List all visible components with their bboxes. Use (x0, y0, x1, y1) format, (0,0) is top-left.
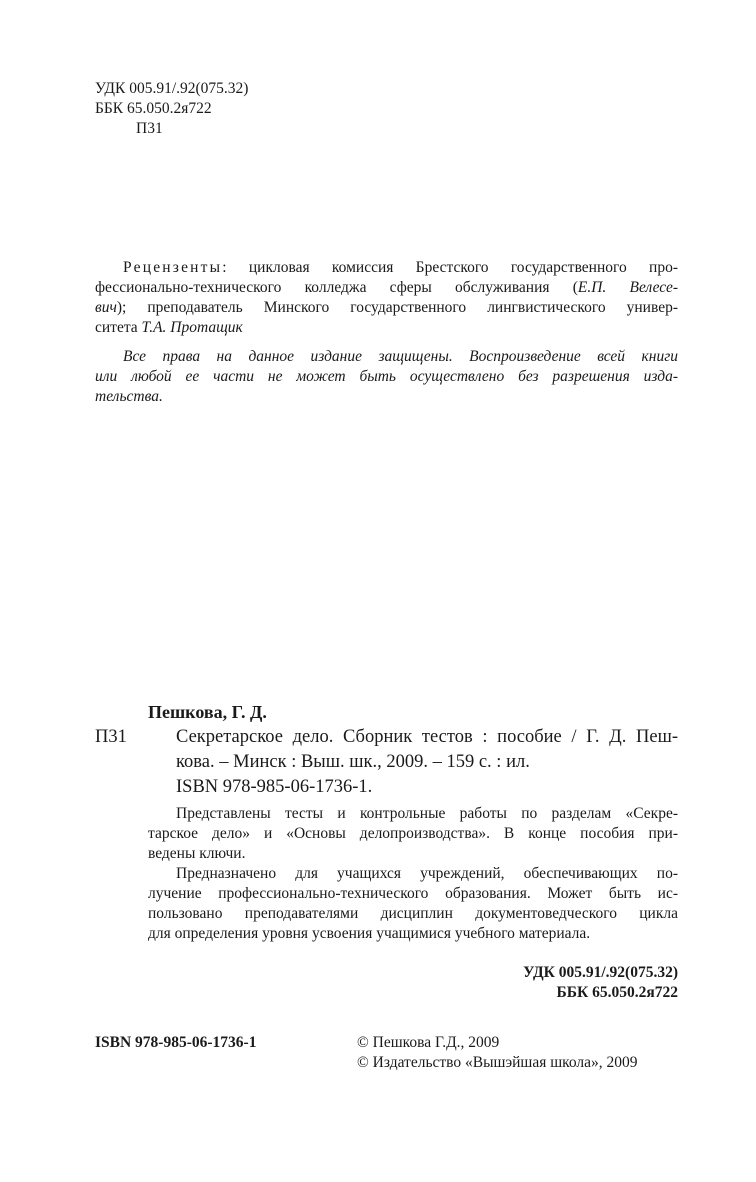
rights-line-1: Все права на данное издание защищены. Воспроизведение всей книги (123, 348, 678, 365)
classification-bbk: ББК 65.050.2я722 (556, 984, 678, 1001)
reviewers-line-3-text: ); преподаватель Минского государственного лингвистического универ- (116, 299, 678, 316)
reviewers-line-1 (95, 258, 678, 278)
annotation-p2-line-4: для определения уровня усвоения учащимися учебного материала. (148, 925, 591, 942)
reviewers-line-2-text: фессионально-технического колледжа сферы обслуживания ( (95, 279, 578, 296)
udk-header: УДК 005.91/.92(075.32) (95, 80, 249, 97)
reviewers-line-3 (95, 298, 678, 318)
author-name: Пешкова, Г. Д. (148, 702, 267, 722)
copyright-block (357, 1033, 638, 1073)
reviewers-line-4-text: ситета (95, 319, 142, 336)
annotation (148, 804, 678, 944)
annotation-p1-line-2: тарское дело» и «Основы делопроизводства». В конце пособия при- (148, 825, 678, 842)
footer-isbn: ISBN 978-985-06-1736-1 (95, 1034, 257, 1051)
annotation-p2-line-2: лучение профессионально-технического образования. Может быть ис- (148, 885, 678, 902)
author-code-header: П31 (136, 120, 163, 137)
bibliographic-description (176, 725, 678, 800)
annotation-p1-line-1: Представлены тесты и контрольные работы по разделам «Секре- (176, 805, 678, 822)
bbk-header: ББК 65.050.2я722 (95, 100, 212, 117)
reviewers-line-2 (95, 278, 678, 298)
copyright-publisher: © Издательство «Вышэйшая школа», 2009 (357, 1054, 638, 1071)
reviewers-block (95, 258, 678, 338)
copyright-author: © Пешкова Г.Д., 2009 (357, 1034, 500, 1051)
rights-line-2: или любой ее части не может быть осуществлено без разрешения изда- (95, 368, 678, 385)
reviewer-name-2: Т.А. Протащик (141, 319, 243, 336)
reviewer-name-1a: Е.П. Велесе- (577, 279, 678, 296)
reviewers-line-1-text: : цикловая комиссия Брестского государственного про- (222, 259, 678, 276)
classification-codes (523, 963, 678, 1003)
bib-line-1: Секретарское дело. Сборник тестов : пособие / Г. Д. Пеш- (176, 727, 678, 747)
reviewer-name-1b: вич (95, 299, 117, 316)
reviewers-line-4 (95, 318, 678, 338)
bib-line-2: кова. – Минск : Выш. шк., 2009. – 159 с. : ил. (176, 752, 530, 772)
bib-isbn: ISBN 978-985-06-1736-1. (176, 777, 373, 797)
author-code: П31 (95, 727, 127, 747)
reviewers-label: Рецензенты (123, 259, 223, 276)
annotation-p2-line-3: пользовано преподавателями дисциплин документоведческого цикла (148, 905, 678, 922)
rights-notice (95, 347, 678, 407)
classification-udk: УДК 005.91/.92(075.32) (523, 964, 678, 981)
annotation-p1-line-3: ведены ключи. (148, 845, 246, 862)
annotation-p2-line-1: Предназначено для учащихся учреждений, обеспечивающих по- (176, 865, 678, 882)
rights-line-3: тельства. (95, 388, 163, 405)
